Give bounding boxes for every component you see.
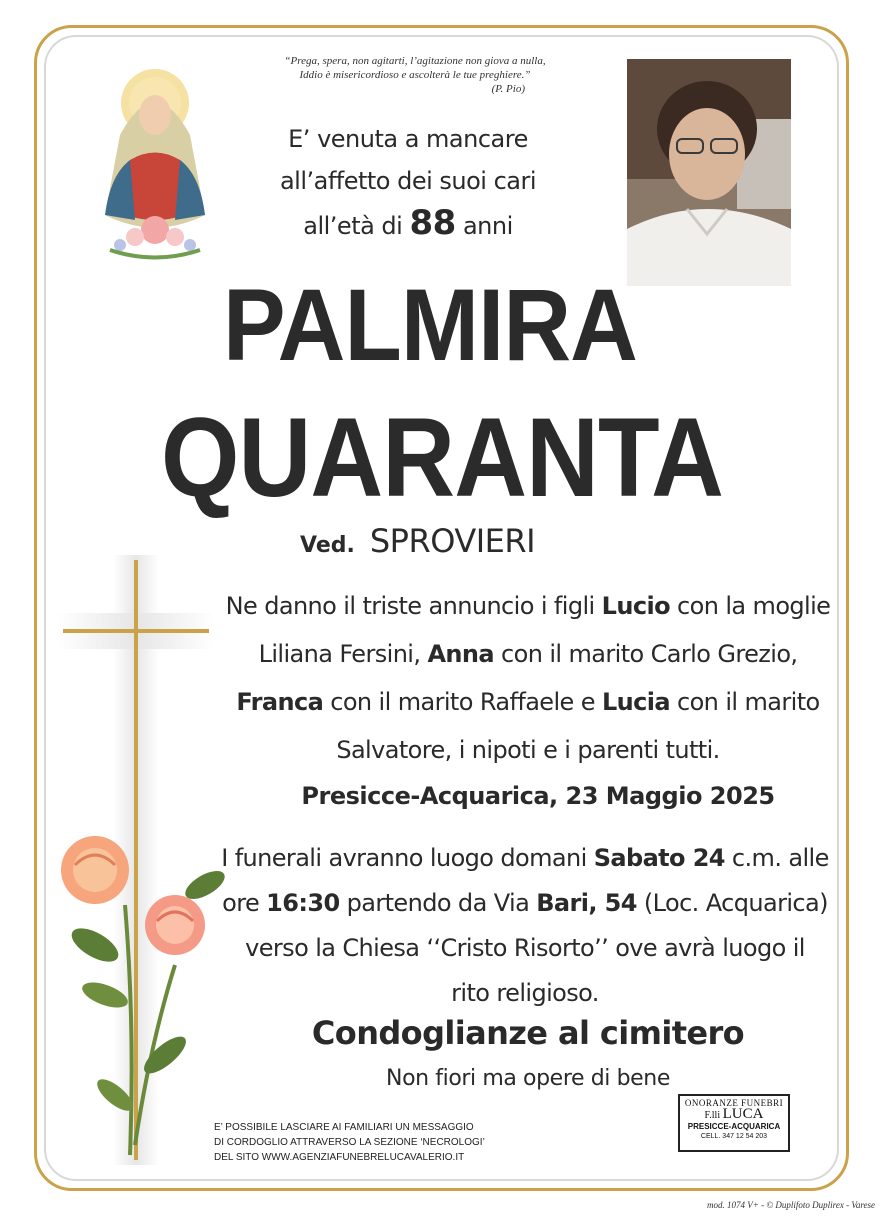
funeral-text: partendo da Via: [346, 889, 530, 917]
announcement-text: Liliana Fersini,: [258, 640, 421, 668]
agency-prefix: F.lli: [704, 1110, 721, 1121]
deceased-last-name: QUARANTA: [161, 395, 724, 520]
agency-phone: CELL. 347 12 54 203: [700, 1133, 768, 1140]
intro-line-1: E’ venuta a mancare: [288, 125, 528, 153]
agency-name: [680, 1108, 788, 1122]
age-suffix: anni: [462, 212, 513, 240]
ved-prefix: Ved.: [300, 533, 355, 558]
quote-line-2: Iddio è misericordioso e ascolterà le tue preghiere.”: [299, 69, 531, 81]
condolence-message-info: [214, 1120, 544, 1165]
announcement-line-1: [218, 582, 838, 630]
message-line-3: DEL SITO WWW.AGENZIAFUNEBRELUCAVALERIO.IT: [214, 1152, 465, 1163]
funeral-agency-badge: [678, 1094, 790, 1152]
child-name: Lucia: [601, 688, 670, 716]
funeral-address: Bari, 54: [536, 889, 637, 917]
announcement-text: Ne danno il triste annuncio i figli: [225, 592, 595, 620]
place-date: Presicce-Acquarica, 23 Maggio 2025: [301, 782, 775, 810]
no-flowers-note: Non fiori ma opere di bene: [386, 1066, 670, 1091]
funeral-text: c.m. alle: [731, 844, 829, 872]
announcement-text: con il marito Raffaele e: [330, 688, 595, 716]
funeral-line-1: [205, 836, 845, 881]
announcement-line-3: [218, 678, 838, 726]
madonna-image: [90, 65, 220, 270]
intro-line-3: [258, 202, 558, 247]
announcement-line-4: Salvatore, i nipoti e i parenti tutti.: [336, 736, 720, 764]
announcement-text: con il marito Carlo Grezio,: [501, 640, 798, 668]
announcement-text: con la moglie: [677, 592, 831, 620]
child-name: Lucio: [601, 592, 670, 620]
funeral-text: ore: [222, 889, 260, 917]
age-prefix: all’età di: [303, 212, 403, 240]
child-name: Anna: [427, 640, 494, 668]
announcement: [218, 582, 838, 774]
funeral-info: [205, 836, 845, 1016]
age-value: 88: [409, 203, 456, 243]
widow-of: [300, 522, 535, 560]
intro-text: [258, 118, 558, 247]
funeral-text: I funerali avranno luogo domani: [221, 844, 587, 872]
quote-line-1: “Prega, spera, non agitarti, l’agitazione non giova a nulla,: [284, 55, 546, 67]
announcement-text: con il marito: [677, 688, 820, 716]
roses-image: [55, 825, 225, 1165]
message-line-2: DI CORDOGLIO ATTRAVERSO LA SEZIONE ‘NECROLOGI’: [214, 1137, 485, 1148]
message-line-1: E’ POSSIBILE LASCIARE AI FAMILIARI UN MESSAGGIO: [214, 1122, 474, 1133]
intro-line-2: all’affetto dei suoi cari: [279, 167, 537, 195]
deceased-first-name: PALMIRA: [222, 268, 638, 382]
funeral-time: 16:30: [266, 889, 340, 917]
agency-title: ONORANZE FUNEBRI: [684, 1098, 784, 1108]
child-name: Franca: [236, 688, 324, 716]
funeral-line-4: rito religioso.: [451, 979, 599, 1007]
ved-name: SPROVIERI: [369, 522, 536, 560]
deceased-photo: [627, 59, 791, 286]
footer-credit: mod. 1074 V+ - © Duplifoto Duplirex - Varese: [707, 1200, 875, 1210]
funeral-line-3: verso la Chiesa ‘‘Cristo Risorto’’ ove avrà luogo il: [245, 934, 805, 962]
condolences: Condoglianze al cimitero: [311, 1014, 745, 1052]
funeral-text: (Loc. Acquarica): [643, 889, 828, 917]
agency-town: PRESICCE-ACQUARICA: [687, 1122, 781, 1131]
funeral-line-2: [205, 881, 845, 926]
quote: [255, 54, 575, 96]
funeral-day: Sabato 24: [593, 844, 725, 872]
agency-name-text: LUCA: [722, 1106, 764, 1122]
announcement-line-2: [218, 630, 838, 678]
quote-author: (P. Pio): [491, 83, 525, 95]
